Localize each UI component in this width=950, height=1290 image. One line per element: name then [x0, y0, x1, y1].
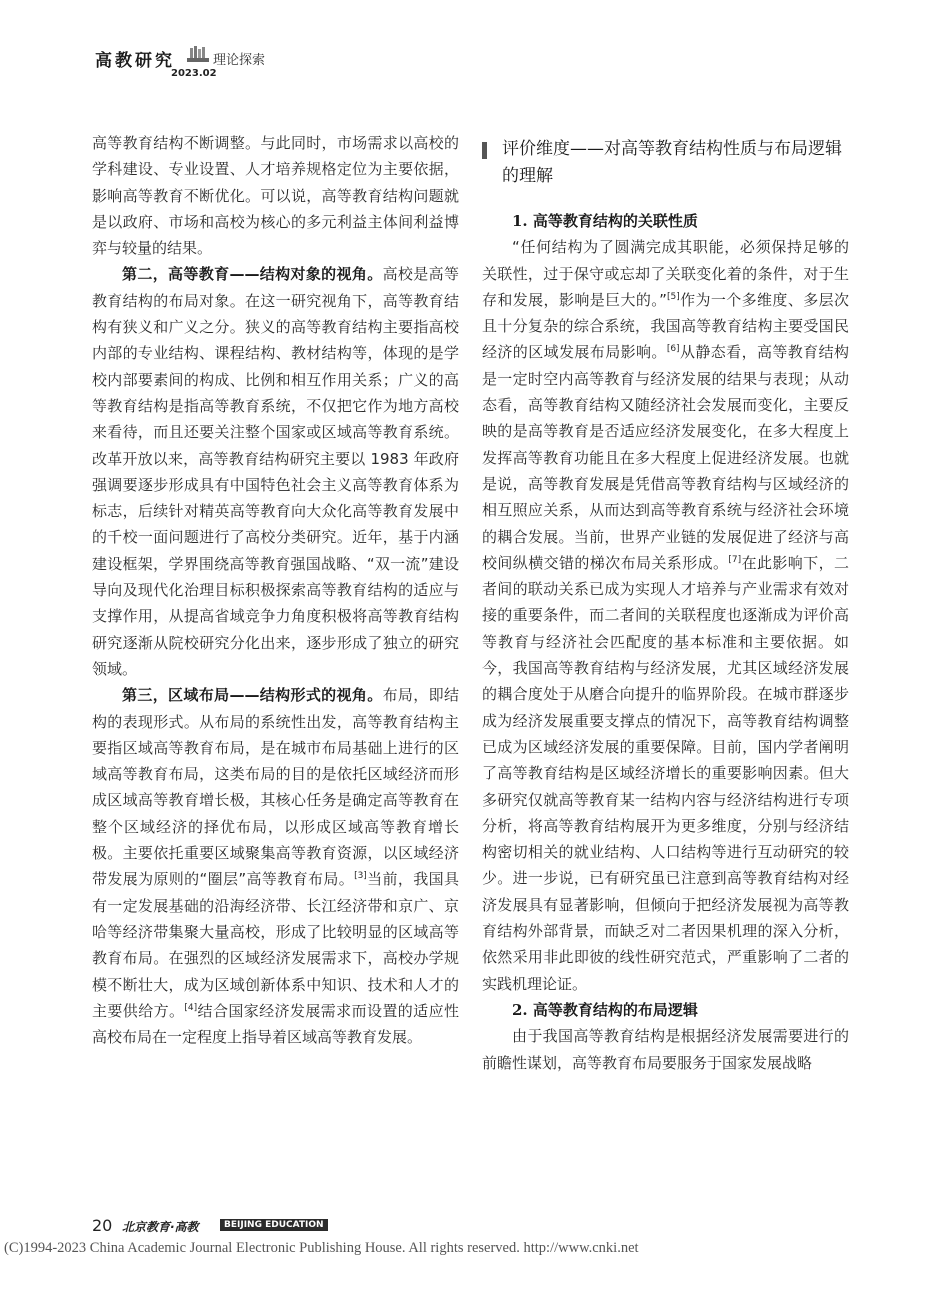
citation[interactable]: [6]: [666, 344, 680, 355]
section-tag: 理论探索: [213, 53, 266, 68]
paragraph-body: 高校是高等教育结构的布局对象。在这一研究视角下，高等教育结构有狭义和广义之分。狭义的高等教育结构主要指高校内部的专业结构、课程结构、教材结构等，体现的是学校内部要素间的构成、比例和相互作用关系；广义的高等教育结构是指高等教育系统，不仅把它作为地方高校来看待，而且还要关注整个国家或区域高等教育系统。改革开放以来，高等教育结构研究主要以 1983 年政府强调要逐步形成具有中国特色社会主义高等教育体系为标志，后续针对精英高等教育向大众化高等教育发展中的千校一面问题进行了高校分类研究。近年，基于内涵建设框架，学界围绕高等教育强国战略、“双一流”建设导向及现代化治理目标积极探索高等教育结构的适应与支撑作用，从提高省域竞争力角度积极将高等教育结构研究逐渐从院校研究分化出来，逐步形成了独立的研究领域。: [92, 265, 459, 678]
journal-title: 高教研究: [95, 51, 175, 71]
paragraph-lead: 第三，区域布局——结构形式的视角。: [122, 686, 383, 705]
paragraph: [92, 261, 459, 682]
page-number: 20: [92, 1216, 113, 1235]
open-book-icon: [185, 44, 211, 66]
citation[interactable]: [7]: [728, 554, 742, 565]
subsection-heading: 1. 高等教育结构的关联性质: [512, 212, 698, 230]
citation[interactable]: [4]: [184, 1002, 198, 1013]
page-footer: [92, 1216, 492, 1236]
paragraph-body: 结合国家经济发展需求而设置的适应性高校布局在一定程度上指导着区域高等教育发展。: [92, 1001, 459, 1047]
paragraph-body: 作为一个多维度、多层次且十分复杂的综合系统，我国高等教育结构主要受国民经济的区域发展布局影响。: [482, 290, 849, 362]
citation[interactable]: [5]: [666, 291, 680, 302]
citation[interactable]: [3]: [354, 871, 367, 882]
footer-badge: BEIJING EDUCATION: [220, 1219, 328, 1231]
paragraph: 高等教育结构不断调整。与此同时，市场需求以高校的学科建设、专业设置、人才培养规格定位为主要依据，影响高等教育不断优化。可以说，高等教育结构问题就是以政府、市场和高校为核心的多元利益主体间利益博弈与较量的结果。: [92, 134, 459, 258]
paragraph-body: 布局，即结构的表现形式。从布局的系统性出发，高等教育结构主要指区域高等教育布局，是在城市布局基础上进行的区域高等教育布局，这类布局的目的是依托区域经济而形成区域高等教育增长极，其核心任务是确定高等教育在整个区域经济的择优布局，以形成区域高等教育增长极。主要依托重要区域聚集高等教育资源，以区域经济带发展为原则的“圈层”高等教育布局。: [92, 686, 459, 889]
left-column: [92, 130, 459, 1050]
copyright-notice: (C)1994-2023 China Academic Journal Electronic Publishing House. All rights reserved. http://www.cnki.net: [4, 1240, 639, 1256]
section-heading-text: 评价维度——对高等教育结构性质与布局逻辑的理解: [502, 139, 842, 186]
paragraph-body: 从静态看，高等教育结构是一定时空内高等教育与经济发展的结果与表现；从动态看，高等教育结构又随经济社会发展而变化，主要反映的是高等教育是否适应经济发展变化，在多大程度上发挥高等教育功能且在多大程度上促进经济发展。也就是说，高等教育发展是凭借高等教育结构与区域经济的相互照应关系，从而达到高等教育系统与经济社会环境的耦合发展。当前，世界产业链的发展促进了经济与高校间纵横交错的梯次布局关系形成。: [482, 343, 849, 572]
paragraph-body: “任何结构为了圆满完成其职能，必须保持足够的关联性，过于保守或忘却了关联变化着的条件，对于生存和发展，影响是巨大的。”: [482, 238, 849, 309]
paragraph-lead: 第二，高等教育——结构对象的视角。: [122, 265, 383, 284]
paragraph-body: 在此影响下，二者间的联动关系已成为实现人才培养与产业需求有效对接的重要条件，而二者间的关联程度也逐渐成为评价高等教育与经济社会匹配度的基本标准和主要依据。如今，我国高等教育结构与经济发展，尤其区域经济发展的耦合度处于从磨合向提升的临界阶段。在城市群逐步成为经济发展重要支撑点的情况下，高等教育结构调整已成为区域经济发展的重要保障。目前，国内学者阐明了高等教育结构是区域经济增长的重要影响因素。但大多研究仅就高等教育某一结构内容与经济结构进行专项分析，将高等教育结构展开为更多维度，分别与经济结构密切相关的就业结构、人口结构等进行互动研究的较少。进一步说，已有研究虽已注意到高等教育结构对经济发展具有显著影响，但倾向于把经济发展视为高等教育结构外部背景，而缺乏对二者因果机理的深入分析，依然采用非此即彼的线性研究范式，严重影响了二者的实践机理论证。: [482, 553, 849, 993]
paragraph: [482, 234, 849, 997]
issue-number: 2023.02: [171, 68, 217, 79]
paragraph-body: 当前，我国具有一定发展基础的沿海经济带、长江经济带和京广、京哈等经济带集聚大量高校，形成了比较明显的区域高等教育布局。在强烈的区域经济发展需求下，高校办学规模不断壮大，成为区域创新体系中知识、技术和人才的主要供给方。: [92, 870, 459, 1020]
paragraph: 由于我国高等教育结构是根据经济发展需要进行的前瞻性谋划，高等教育布局要服务于国家发展战略: [482, 1027, 849, 1072]
subsection-heading: 2. 高等教育结构的布局逻辑: [512, 1000, 698, 1019]
footer-brand: 北京教育·高教: [122, 1220, 199, 1234]
section-heading: [482, 136, 849, 190]
journal-header: [95, 44, 495, 84]
paragraph: [92, 682, 459, 1050]
heading-bar: [482, 142, 487, 159]
right-column: [482, 130, 849, 1076]
